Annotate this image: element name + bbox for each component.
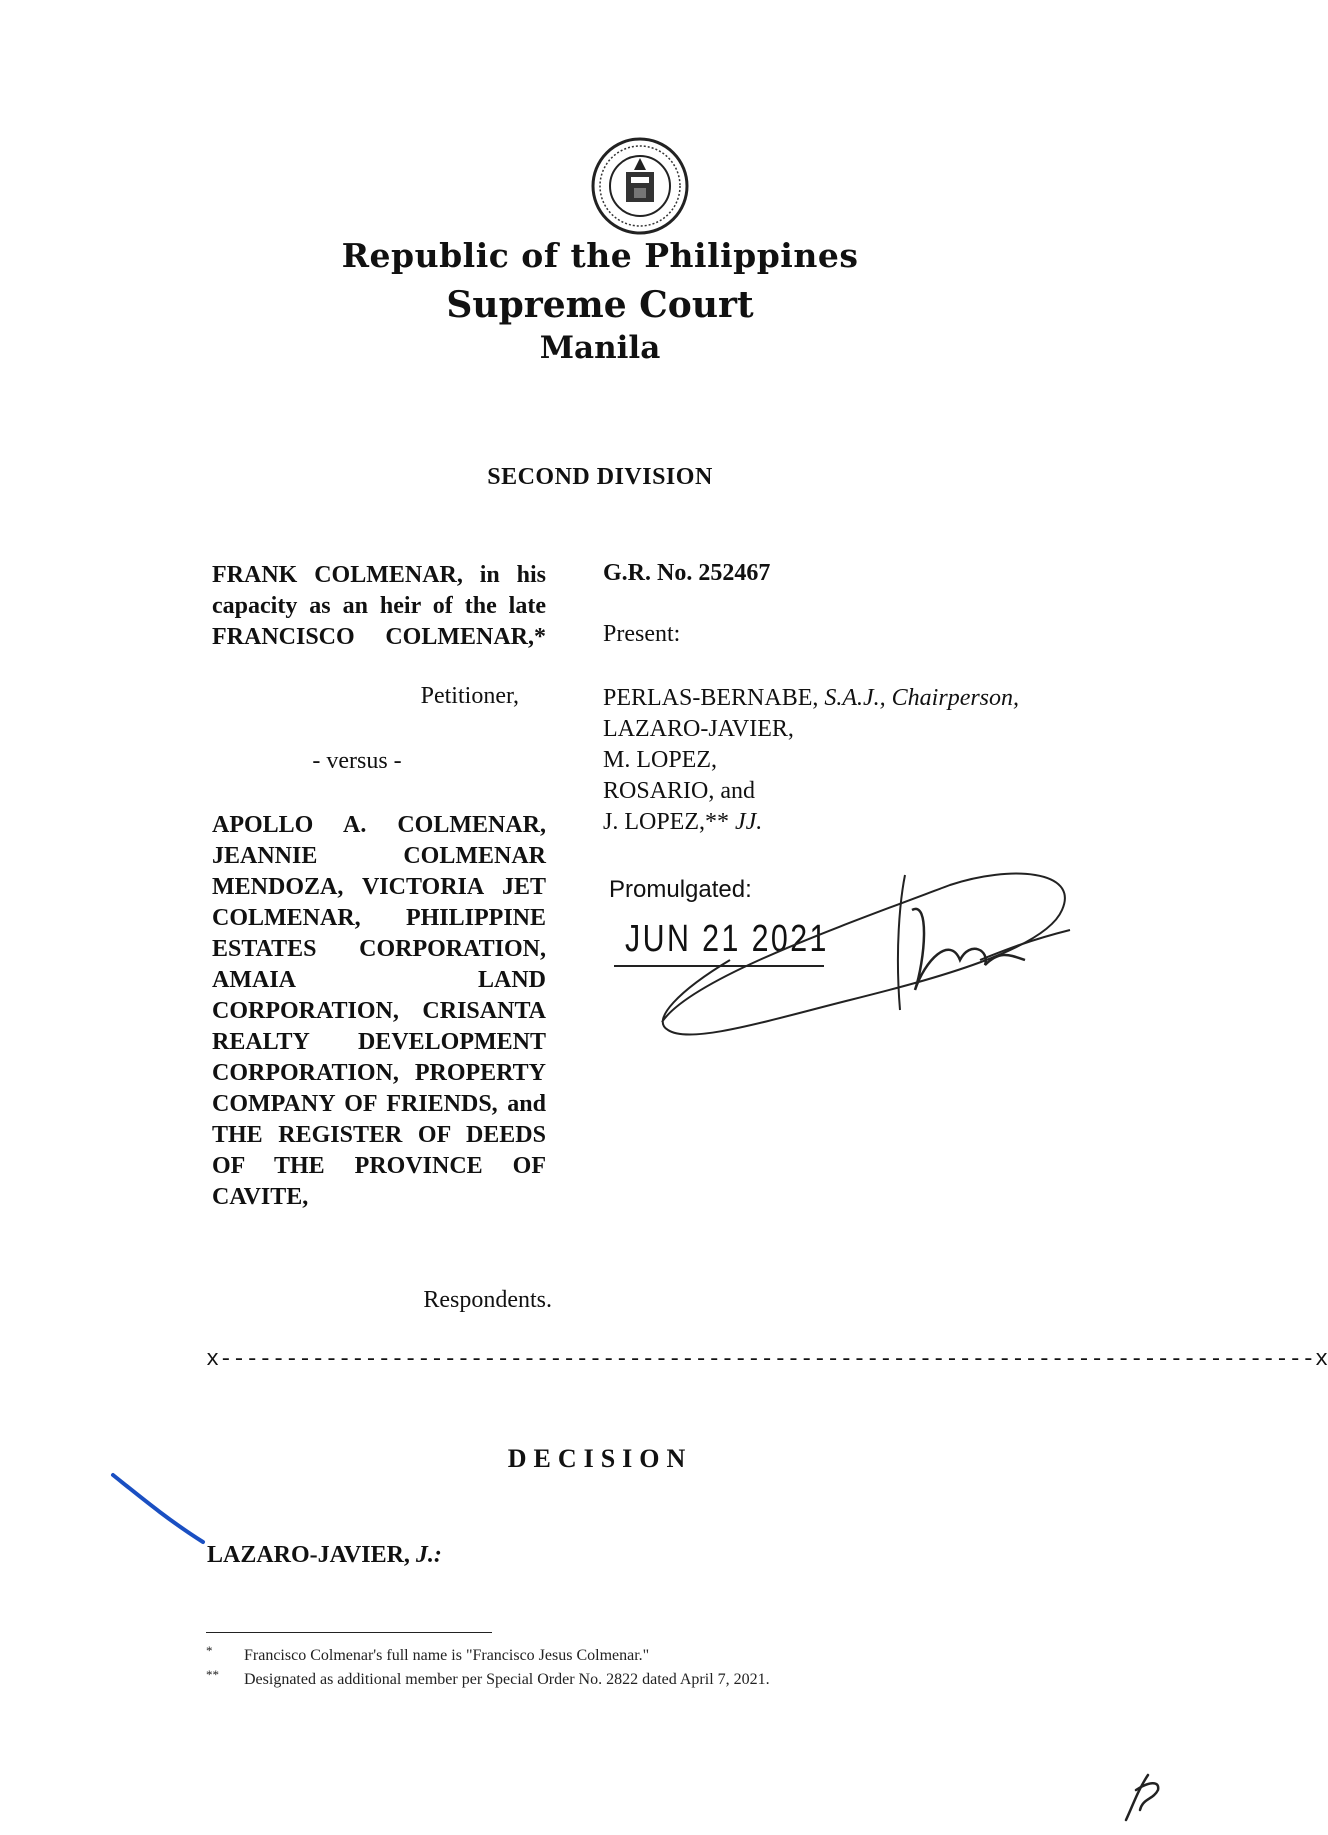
present-label: Present: [603, 621, 681, 647]
bench-member-name: ROSARIO, and [603, 778, 756, 804]
header-country: Republic of the Philippines [341, 236, 859, 275]
footnote-mark: ** [206, 1667, 219, 1682]
petitioner-role: Petitioner, [420, 683, 519, 709]
pen-mark-icon [108, 1470, 218, 1550]
ponente-name: LAZARO-JAVIER, [207, 1542, 416, 1568]
header-city: Manila [539, 330, 661, 366]
clerk-signature-icon [650, 840, 1100, 1050]
bench-member-name: PERLAS-BERNABE, [603, 685, 825, 711]
bench-member-title: S.A.J., Chairperson, [824, 685, 1020, 711]
header-court: Supreme Court [446, 284, 754, 326]
footnote-mark: * [206, 1643, 213, 1658]
bench-member [603, 714, 794, 745]
bench-member-name: LAZARO-JAVIER, [603, 716, 794, 742]
bench-member-name: M. LOPEZ, [603, 747, 717, 773]
bench-member-title: JJ. [735, 809, 763, 835]
promulgated-label: Promulgated: [609, 876, 752, 903]
bench-member [603, 745, 717, 776]
respondents-names: APOLLO A. COLMENAR, JEANNIE COLMENAR MENDOZA, VICTORIA JET COLMENAR, PHILIPPINE ESTATES CORPORATION, AMAIA LAND CORPORATION, CRISANTA REALTY DEVELOPMENT CORPORATION, PROPERTY COMPANY OF FRIENDS, and THE REGISTER OF DEEDS OF THE PROVINCE OF CAVITE, [212, 812, 546, 1210]
handwritten-initial-icon [1118, 1770, 1168, 1825]
decision-title: DECISION [507, 1444, 693, 1473]
bench-member [603, 683, 1019, 714]
petitioner-name: FRANK COLMENAR, in his capacity as an heir of the late FRANCISCO COLMENAR,* [212, 562, 546, 650]
ponente [207, 1542, 442, 1569]
bench-member [603, 807, 762, 838]
footnote-text: Francisco Colmenar's full name is "Francisco Jesus Colmenar." [244, 1647, 650, 1664]
case-number: G.R. No. 252467 [603, 560, 771, 586]
footnote-text: Designated as additional member per Special Order No. 2822 dated April 7, 2021. [244, 1671, 770, 1688]
supreme-court-seal-icon [590, 136, 690, 236]
caption-separator: x-----------------------------------------------------------------------------------x [206, 1347, 1328, 1372]
ponente-title: J.: [415, 1542, 442, 1568]
bench-member [603, 776, 755, 807]
promulgated-date-stamp: JUN 21 2021 [625, 918, 829, 960]
division-title: SECOND DIVISION [487, 464, 713, 490]
respondents-role: Respondents. [423, 1287, 552, 1313]
versus-label: - versus - [312, 748, 402, 774]
bench-member-name: J. LOPEZ,** [603, 809, 735, 835]
footnote-rule [206, 1632, 492, 1633]
